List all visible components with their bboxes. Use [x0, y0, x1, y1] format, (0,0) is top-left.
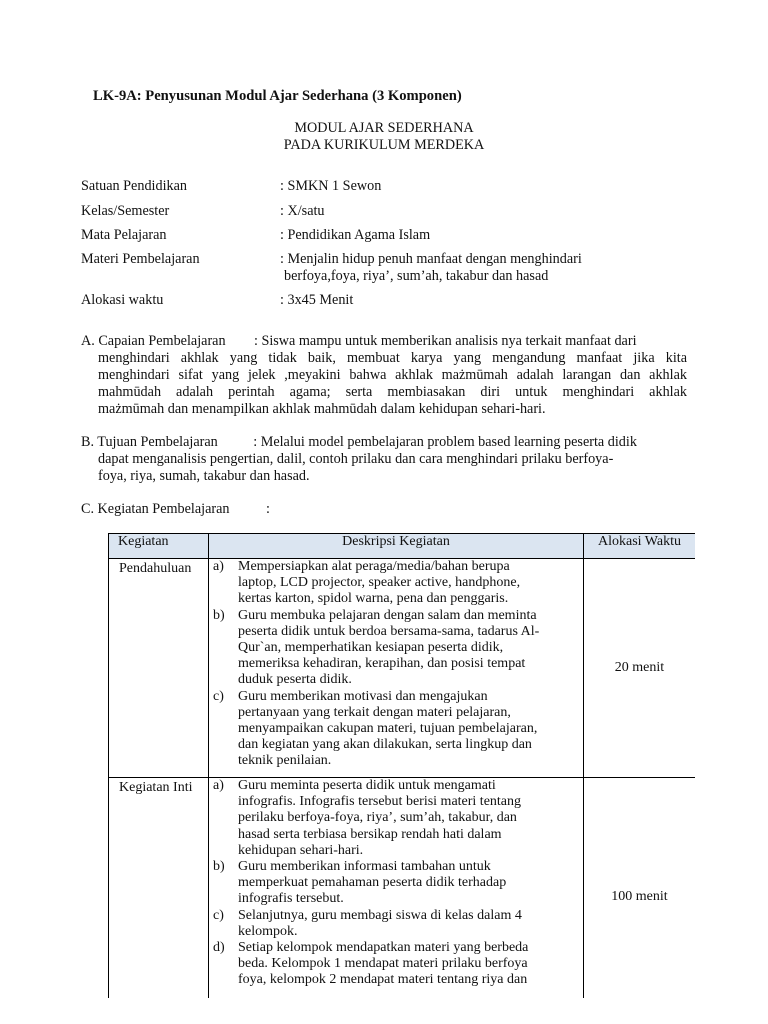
header-time-allocation: Alokasi Waktu [584, 534, 696, 559]
activities-table [108, 533, 695, 998]
list-item [209, 908, 583, 940]
item-line: Selanjutnya, guru membagi siswa di kelas dalam 4 [238, 907, 522, 923]
identity-value: : SMKN 1 Sewon [280, 178, 382, 194]
section-b-line: B. Tujuan Pembelajaran : Melalui model pembelajaran problem based learning peserta didik [81, 434, 637, 450]
activity-item-list [209, 559, 583, 770]
table-row [109, 778, 696, 999]
list-item [209, 859, 583, 908]
item-line: beda. Kelompok 1 mendapat materi prilaku berfoya [238, 956, 528, 972]
item-line: duduk peserta didik. [238, 672, 352, 688]
activity-name: Pendahuluan [109, 559, 209, 778]
item-line: Guru memberikan motivasi dan mengajukan [238, 688, 488, 704]
table-header-row [109, 534, 696, 559]
item-line: teknik penilaian. [238, 753, 332, 769]
table-row [109, 559, 696, 778]
item-marker: b) [213, 859, 225, 875]
identity-value-continued: berfoya,foya, riya’, sum’ah, takabur dan hasad [284, 268, 549, 284]
header-description: Deskripsi Kegiatan [209, 534, 584, 559]
item-line: infografis tersebut. [238, 891, 344, 907]
item-line: kelompok. [238, 923, 298, 939]
item-marker: c) [213, 907, 224, 923]
identity-label: Mata Pelajaran [81, 227, 167, 243]
activity-description [209, 559, 584, 778]
identity-label: Satuan Pendidikan [81, 178, 187, 194]
section-a-learning-outcomes [81, 333, 687, 418]
section-a-line: menghindari sifat yang jelek ,meyakini bahwa akhlak mażmūmah adalah larangan dan akhlak [98, 367, 687, 383]
header-activity: Kegiatan [109, 534, 209, 559]
item-line: infografis. Infografis tersebut berisi materi tentang [238, 794, 522, 810]
list-item [209, 778, 583, 859]
section-b-learning-objectives [81, 434, 687, 485]
section-b-line: dapat menganalisis pengertian, dalil, contoh prilaku dan cara menghindari prilaku berfoya- [98, 451, 614, 467]
item-marker: a) [213, 559, 224, 574]
section-c-label: C. Kegiatan Pembelajaran [81, 501, 230, 517]
item-line: dan kegiatan yang akan dilakukan, serta lingkup dan [238, 737, 532, 753]
list-item [209, 608, 583, 689]
item-line: Guru membuka pelajaran dengan salam dan meminta [238, 607, 537, 623]
section-a-line: A. Capaian Pembelajaran : Siswa mampu untuk memberikan analisis nya terkait manfaat dari [81, 333, 637, 349]
section-a-line: mahmūdah adalah perintah agama; serta membiasakan diri untuk menghindari akhlak [98, 384, 687, 400]
activity-item-list [209, 778, 583, 989]
identity-label: Kelas/Semester [81, 203, 170, 219]
item-marker: d) [213, 940, 225, 956]
identity-label: Materi Pembelajaran [81, 251, 200, 267]
identity-label: Alokasi waktu [81, 292, 164, 308]
list-item [209, 940, 583, 989]
list-item [209, 689, 583, 770]
activity-name: Kegiatan Inti [109, 778, 209, 999]
item-line: Mempersiapkan alat peraga/media/bahan berupa [238, 559, 510, 574]
item-marker: b) [213, 607, 225, 623]
item-line: foya, kelompok 2 mendapat materi tentang riya dan [238, 972, 528, 988]
activity-description [209, 778, 584, 999]
identity-value: : X/satu [280, 203, 325, 219]
section-a-line: menghindari akhlak yang tidak baik, membuat karya yang mengandung manfaat jika kita [98, 350, 687, 366]
item-line: memeriksa kehadiran, kerapihan, dan posisi tempat [238, 656, 526, 672]
identity-value: : Menjalin hidup penuh manfaat dengan menghindari [280, 251, 582, 267]
identity-value: : Pendidikan Agama Islam [280, 227, 431, 243]
item-line: menyampaikan cakupan materi, tujuan pembelajaran, [238, 721, 538, 737]
activity-time: 20 menit [584, 559, 696, 778]
item-line: laptop, LCD projector, speaker active, handphone, [238, 575, 521, 591]
module-heading-line2: PADA KURIKULUM MERDEKA [283, 137, 485, 153]
item-line: Guru memberikan informasi tambahan untuk [238, 859, 491, 875]
item-line: Setiap kelompok mendapatkan materi yang berbeda [238, 940, 529, 956]
activity-time: 100 menit [584, 778, 696, 999]
list-item [209, 559, 583, 608]
item-line: perilaku berfoya-foya, riya’, sum’ah, takabur, dan [238, 810, 517, 826]
section-c-colon: : [266, 501, 270, 517]
module-heading-line1: MODUL AJAR SEDERHANA [294, 120, 474, 136]
worksheet-title: LK-9A: Penyusunan Modul Ajar Sederhana (3 Komponen) [93, 88, 462, 104]
item-line: Guru meminta peserta didik untuk mengamati [238, 778, 496, 793]
item-line: kehidupan sehari-hari. [238, 842, 364, 858]
item-line: hasad serta terbiasa bersikap rendah hati dalam [238, 826, 502, 842]
item-line: Qur`an, memperhatikan kesiapan peserta didik, [238, 640, 504, 656]
item-line: peserta didik untuk berdoa bersama-sama, tadarus Al- [238, 623, 540, 639]
item-line: kertas karton, spidol warna, pena dan penggaris. [238, 591, 509, 607]
item-marker: a) [213, 778, 224, 793]
item-line: memperkuat pemahaman peserta didik terhadap [238, 875, 507, 891]
item-line: pertanyaan yang terkait dengan materi pelajaran, [238, 704, 511, 720]
section-a-line: mażmūmah dan menampilkan akhlak mahmūdah dalam kehidupan sehari-hari. [98, 401, 546, 417]
item-marker: c) [213, 688, 224, 704]
section-b-line: foya, riya, sumah, takabur dan hasad. [98, 468, 310, 484]
identity-value: : 3x45 Menit [280, 292, 354, 308]
